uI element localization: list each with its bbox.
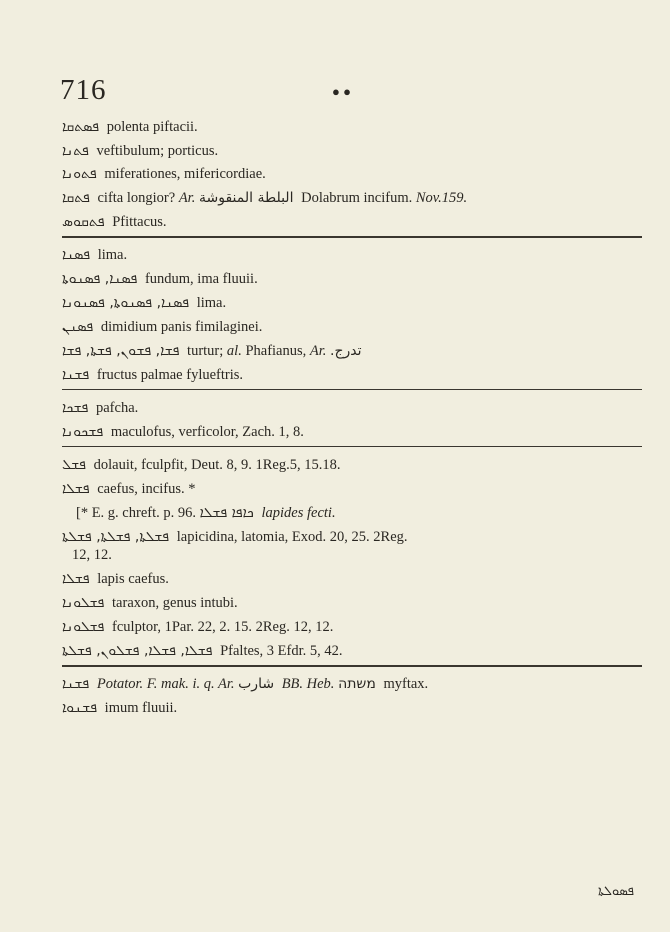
definition: Pfittacus. [112,214,167,230]
entry [62,570,644,588]
definition: lapicidina, latomia, Exod. 20, 25. 2Reg. [176,529,408,545]
entry [62,642,644,660]
arabic-label: Ar. [178,190,196,206]
definition: veftibulum; porticus. [96,143,219,159]
entry [62,699,644,717]
arabic-word: تدرج. [330,343,362,359]
definition-continued: Phafianus, [245,343,307,359]
entry [62,270,644,288]
syriac-headword: ܦܫܠܬܐ, ܦܫܠܬܐ, ܦܫܠܬܐ [62,529,170,545]
definition: caefus, incifus. * [97,481,196,497]
entry [62,213,644,231]
alternative-label: al. [226,343,242,359]
definition: maculofus, verficolor, Zach. 1, 8. [110,424,304,440]
syriac-headword: ܦܣܢܢ [62,319,94,335]
definition: fculptor, 1Par. 22, 2. 15. 2Reg. 12, 12. [112,619,334,635]
definition: dolauit, fculpfit, Deut. 8, 9. 1Reg.5, 15.18. [93,457,341,473]
header-ornament: ● ● [332,84,351,99]
syriac-headword: ܦܫܠܐ, ܦܫܠܐ, ܦܫܠܘܢ, ܦܫܠܬܐ [62,643,213,659]
section-divider [62,665,642,667]
syriac-headword: ܦܣܢܐ, ܦܣܢܘܬܐ, ܦܣܢܘܢܐ [62,295,190,311]
syriac-headword: ܦܣܢܐ, ܦܣܢܘܬܐ [62,271,138,287]
syriac-headword: ܦܫܟܐ [62,400,89,416]
entry [62,423,644,441]
syriac-headword: ܦܫܢܐ [62,676,90,692]
entry [62,366,644,384]
definition: Potator. F. mak. i. q. Ar. [96,676,235,692]
syriac-headword: ܦܫܠ [62,457,86,473]
syriac-headword: ܦܫܠܐ [62,481,90,497]
section-divider [62,236,642,238]
entry [62,318,644,336]
definition: dimidium panis fimilaginei. [100,319,263,335]
arabic-label: Ar. [309,343,327,359]
syriac-headword: ܦܬܩܐ [62,190,90,206]
definition-continued: myftax. [383,676,429,692]
section-divider [62,389,642,390]
syriac-headword: ܦܬܘܢܐ [62,166,97,182]
syriac-headword: ܦܣܬܩܐ [62,119,100,135]
definition: lima. [196,295,227,311]
entry [62,456,644,474]
footnote [76,504,644,522]
syriac-headword: ܦܫܢܐ [62,367,90,383]
definition: fructus palmae fylueftris. [96,367,244,383]
catchword: ܦܣܘܠܬܐ [598,884,634,899]
definition: cifta longior? [97,190,176,206]
entry [62,618,644,636]
definition: taraxon, genus intubi. [112,595,238,611]
entry [62,142,644,160]
definition-continued: Dolabrum incifum. [301,190,413,206]
syriac-headword: ܦܫܠܘܢܐ [62,595,105,611]
syriac-headword: ܦܫܟܘܢܐ [62,424,104,440]
definition: pafcha. [96,400,139,416]
footnote-gloss: lapides fecti. [261,505,336,521]
entry [62,189,644,207]
reference: Nov.159. [415,190,468,206]
hebrew-word: משתה [338,676,376,692]
syriac-headword: ܦܫܐ, ܦܫܘܢ, ܦܫܬܐ, ܦܫܐ [62,343,180,359]
syriac-headword: ܦܣܢܐ [62,247,91,263]
page-number: 716 [60,74,107,106]
entry [62,675,644,693]
syriac-headword: ܦܬܢܐ [62,143,89,159]
syriac-headword: ܦܫܠܘܢܐ [62,619,105,635]
definition: miferationes, mifericordiae. [104,166,266,182]
entry [62,165,644,183]
definition: Pfaltes, 3 Efdr. 5, 42. [220,643,343,659]
entry [62,528,644,546]
entry [62,294,644,312]
section-divider [62,446,642,447]
syriac-headword: ܦܫܠܐ [62,571,90,587]
definition: fundum, ima fluuii. [144,271,258,287]
entry [62,399,644,417]
definition: turtur; [187,343,224,359]
syriac-headword: ܦܬܩܘܣ [62,214,105,230]
entry [62,342,644,360]
entry [62,594,644,612]
arabic-word: شارب [238,676,275,692]
syriac-headword: ܦܫܢܘܐ [62,700,98,716]
definition: polenta piftacii. [106,119,198,135]
entry [62,246,644,264]
definition: lapis caefus. [97,571,169,587]
footnote-text: [* E. g. chreft. p. 96. [76,505,196,521]
arabic-word: البلطة المنقوشة [198,190,294,206]
entry-continuation [62,546,644,564]
source-label: BB. Heb. [281,676,335,692]
entry [62,118,644,136]
syriac-phrase: ܟܐܦܐ ܦܫܠܐ [199,505,254,521]
definition: lima. [97,247,128,263]
definition: imum fluuii. [104,700,178,716]
definition-continued: 12, 12. [72,547,112,563]
entry [62,480,644,498]
